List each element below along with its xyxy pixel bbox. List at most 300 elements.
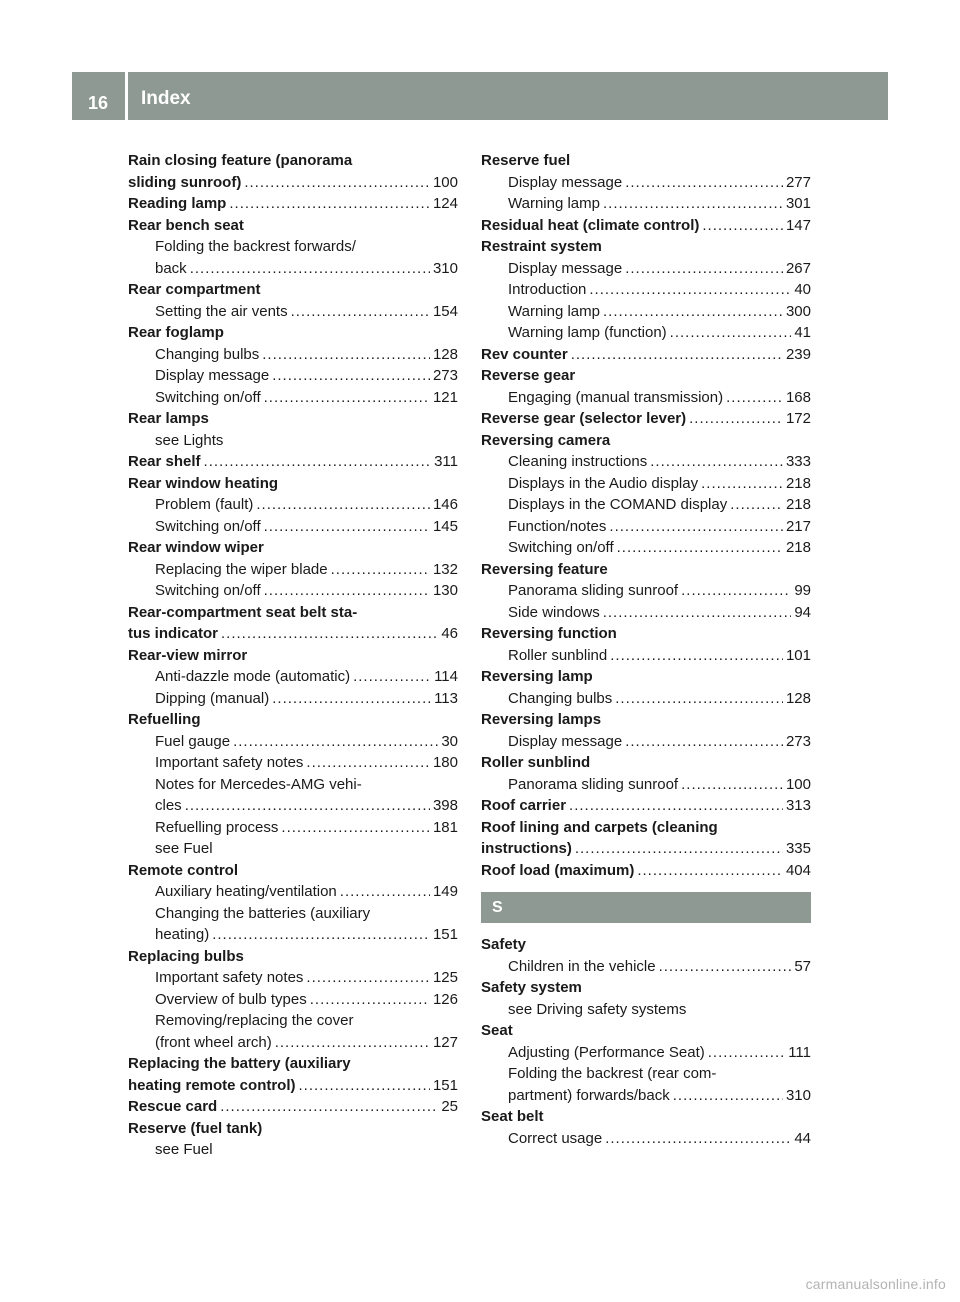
index-entry-page: 127	[432, 1033, 458, 1051]
index-entry-heading	[481, 999, 811, 1021]
index-entry-text: Function/notes	[508, 517, 607, 535]
index-entry	[481, 602, 811, 624]
index-entry-text: Important safety notes	[155, 754, 304, 771]
dot-leader	[625, 258, 783, 280]
dot-leader	[610, 645, 783, 667]
index-entry-page: 145	[432, 517, 458, 535]
index-entry-text: Displays in the COMAND display	[508, 496, 728, 513]
index-entry-text: Panorama sliding sunroof	[508, 775, 679, 793]
index-entry-heading	[128, 430, 458, 452]
dot-leader	[603, 301, 783, 323]
index-entry	[128, 365, 458, 387]
index-entry-text: Reversing function	[481, 625, 617, 642]
index-entry-page: 99	[794, 582, 811, 599]
index-entry-text: Remote control	[128, 861, 239, 879]
index-entry-page: 126	[432, 990, 458, 1008]
index-entry	[481, 1128, 811, 1150]
index-entry-heading	[128, 1010, 458, 1032]
index-entry-page: 114	[434, 668, 458, 685]
index-entry-text: see Fuel	[155, 840, 213, 857]
index-entry-page: 267	[785, 259, 811, 277]
dot-leader	[272, 688, 431, 710]
index-entry-text: Changing the batteries (auxiliary	[155, 904, 371, 922]
index-entry-text: Reading lamp	[128, 195, 227, 212]
index-entry	[128, 989, 458, 1011]
index-entry-heading	[128, 537, 458, 559]
index-entry	[481, 838, 811, 860]
index-entry-text: Adjusting (Performance Seat)	[508, 1043, 705, 1061]
index-entry	[481, 795, 811, 817]
index-entry-text: Rear window wiper	[128, 539, 264, 556]
index-entry-text: Residual heat (climate control)	[481, 216, 700, 234]
index-entry-text: cles	[155, 797, 182, 814]
index-entry-heading	[481, 817, 811, 839]
index-entry-text: sliding sunroof)	[128, 173, 242, 191]
index-entry-text: Introduction	[508, 281, 587, 298]
index-entry-page: 125	[432, 969, 458, 986]
dot-leader	[615, 688, 783, 710]
dot-leader	[185, 795, 430, 817]
index-entry-page: 181	[432, 818, 458, 836]
index-entry	[128, 451, 458, 473]
index-entry-page: 149	[432, 883, 458, 900]
index-entry	[481, 956, 811, 978]
index-entry-text: Important safety notes	[155, 969, 304, 986]
index-entry-text: Seat belt	[481, 1108, 544, 1125]
index-entry	[128, 666, 458, 688]
index-entry-heading	[481, 623, 811, 645]
index-entry-text: Switching on/off	[155, 517, 261, 535]
dot-leader	[190, 258, 430, 280]
index-entry-page: 310	[785, 1086, 811, 1104]
dot-leader	[299, 1075, 430, 1097]
index-entry-text: Dipping (manual)	[155, 689, 270, 707]
index-entry-page: 168	[785, 388, 811, 406]
index-entry-page: 147	[785, 216, 811, 234]
index-entry	[128, 1032, 458, 1054]
index-entry	[481, 645, 811, 667]
index-entry-text: Displays in the Audio display	[508, 474, 699, 492]
index-column-left	[128, 150, 458, 1161]
index-entry-text: Replacing bulbs	[128, 947, 244, 965]
index-entry-page: 277	[785, 173, 811, 191]
index-entry-page: 172	[785, 410, 811, 427]
index-entry-heading	[481, 1106, 811, 1128]
index-entry	[481, 580, 811, 602]
index-entry	[128, 559, 458, 581]
index-entry	[481, 172, 811, 194]
index-entry-page: 151	[432, 926, 458, 943]
index-entry-page: 310	[432, 259, 458, 277]
index-entry-text: Rain closing feature (panorama	[128, 152, 353, 169]
watermark: carmanualsonline.info	[805, 1276, 946, 1292]
index-entry-text: Reverse gear	[481, 367, 576, 384]
index-entry	[481, 1085, 811, 1107]
index-entry-page: 335	[785, 840, 811, 857]
index-entry-page: 132	[432, 560, 458, 578]
dot-leader	[569, 795, 783, 817]
index-list-s	[481, 934, 811, 1149]
index-entry-text: Display message	[508, 259, 623, 277]
index-entry-page: 41	[794, 324, 811, 341]
index-entry	[128, 344, 458, 366]
index-entry	[481, 215, 811, 237]
index-entry-page: 46	[441, 625, 458, 642]
dot-leader	[275, 1032, 430, 1054]
index-entry-text: Refuelling process	[155, 818, 279, 836]
index-entry-text: Reversing camera	[481, 431, 611, 449]
dot-leader	[625, 731, 783, 753]
index-entry-heading	[128, 279, 458, 301]
index-entry-heading	[481, 150, 811, 172]
index-entry-text: Fuel gauge	[155, 732, 231, 750]
index-entry-text: Display message	[508, 173, 623, 191]
index-entry-text: Display message	[155, 367, 270, 384]
index-entry	[481, 516, 811, 538]
index-entry-text: Roof load (maximum)	[481, 861, 635, 879]
index-entry-heading	[481, 236, 811, 258]
dot-leader	[670, 322, 792, 344]
index-list-r	[481, 150, 811, 881]
index-entry-heading	[128, 215, 458, 237]
index-entry-heading	[128, 1118, 458, 1140]
index-entry	[128, 1096, 458, 1118]
index-entry-page: 273	[785, 732, 811, 750]
index-entry-text: Replacing the battery (auxiliary	[128, 1055, 351, 1072]
index-entry-page: 128	[432, 345, 458, 363]
index-entry-text: Reversing lamps	[481, 711, 602, 728]
dot-leader	[272, 365, 430, 387]
index-entry-text: Rear bench seat	[128, 216, 244, 234]
dot-leader	[605, 1128, 791, 1150]
index-entry-text: back	[155, 259, 187, 277]
index-entry-text: Switching on/off	[508, 539, 614, 556]
index-entry-heading	[481, 365, 811, 387]
header-divider	[125, 72, 128, 120]
index-entry-text: Overview of bulb types	[155, 990, 307, 1008]
dot-leader	[262, 344, 430, 366]
index-entry	[128, 817, 458, 839]
index-entry	[481, 451, 811, 473]
dot-leader	[609, 516, 783, 538]
index-entry-text: instructions)	[481, 840, 572, 857]
index-entry-page: 404	[785, 861, 811, 879]
index-entry-text: Rescue card	[128, 1098, 218, 1115]
index-entry	[128, 387, 458, 409]
index-entry-page: 151	[432, 1076, 458, 1094]
index-entry	[128, 752, 458, 774]
index-entry-text: heating remote control)	[128, 1076, 296, 1094]
index-entry-heading	[128, 602, 458, 624]
index-entry-heading	[128, 774, 458, 796]
index-entry-text: Cleaning instructions	[508, 453, 648, 470]
index-entry	[481, 473, 811, 495]
index-entry-heading	[481, 709, 811, 731]
dot-leader	[650, 451, 783, 473]
index-entry-heading	[481, 977, 811, 999]
index-entry-text: Panorama sliding sunroof	[508, 582, 679, 599]
index-entry	[481, 322, 811, 344]
index-entry	[128, 580, 458, 602]
index-entry-page: 100	[432, 173, 458, 191]
dot-leader	[264, 516, 430, 538]
index-entry-text: Safety	[481, 936, 527, 953]
index-entry	[481, 731, 811, 753]
dot-leader	[589, 279, 791, 301]
dot-leader	[617, 537, 783, 559]
index-entry-text: Reversing feature	[481, 560, 608, 578]
index-entry	[128, 193, 458, 215]
index-entry-heading	[481, 934, 811, 956]
dot-leader	[702, 215, 783, 237]
index-entry-text: Roof lining and carpets (cleaning	[481, 818, 718, 836]
index-entry-page: 146	[432, 496, 458, 513]
index-entry	[128, 1075, 458, 1097]
dot-leader	[340, 881, 430, 903]
index-entry-page: 101	[785, 646, 811, 664]
index-entry-text: Changing bulbs	[155, 345, 260, 363]
dot-leader	[575, 838, 783, 860]
dot-leader	[571, 344, 783, 366]
index-entry-text: Notes for Mercedes-AMG vehi-	[155, 775, 362, 793]
index-entry-text: Correct usage	[508, 1129, 603, 1147]
index-entry-page: 94	[794, 603, 811, 621]
dot-leader	[331, 559, 430, 581]
index-entry-text: (front wheel arch)	[155, 1033, 272, 1051]
index-entry-text: Folding the backrest (rear com-	[508, 1065, 717, 1082]
dot-leader	[603, 193, 783, 215]
index-entry-text: Warning lamp	[508, 302, 600, 320]
index-entry	[128, 688, 458, 710]
index-entry-page: 30	[441, 732, 458, 750]
index-entry	[481, 193, 811, 215]
index-entry-page: 273	[432, 367, 458, 384]
index-entry-text: Rear compartment	[128, 281, 261, 298]
index-entry	[481, 537, 811, 559]
dot-leader	[730, 494, 783, 516]
index-entry-text: Auxiliary heating/ventilation	[155, 883, 337, 900]
index-entry-text: see Fuel	[155, 1141, 213, 1158]
index-entry-text: Refuelling	[128, 711, 201, 728]
index-entry-page: 100	[785, 775, 811, 793]
dot-leader	[221, 623, 438, 645]
dot-leader	[306, 967, 430, 989]
index-entry-heading	[128, 838, 458, 860]
index-entry-text: Reserve fuel	[481, 152, 571, 169]
index-entry-page: 398	[432, 797, 458, 814]
index-entry-page: 44	[794, 1129, 811, 1147]
index-entry	[128, 795, 458, 817]
index-entry-heading	[128, 709, 458, 731]
index-entry	[128, 516, 458, 538]
index-entry-text: Rear foglamp	[128, 324, 224, 341]
index-entry-heading	[481, 752, 811, 774]
index-entry-text: Display message	[508, 732, 623, 750]
index-entry	[481, 408, 811, 430]
dot-leader	[701, 473, 783, 495]
index-entry	[481, 301, 811, 323]
dot-leader	[233, 731, 438, 753]
index-entry	[128, 172, 458, 194]
index-entry-text: Rear lamps	[128, 410, 209, 427]
index-entry-text: Rear-compartment seat belt sta-	[128, 603, 358, 621]
index-entry-heading	[128, 645, 458, 667]
index-entry-text: Changing bulbs	[508, 689, 613, 707]
index-entry-text: Rev counter	[481, 345, 568, 363]
index-entry-page: 218	[785, 496, 811, 513]
dot-leader	[291, 301, 430, 323]
dot-leader	[708, 1042, 785, 1064]
index-entry-page: 333	[785, 453, 811, 470]
dot-leader	[637, 860, 783, 882]
dot-leader	[264, 387, 430, 409]
index-entry-text: Roller sunblind	[508, 646, 608, 664]
dot-leader	[204, 451, 432, 473]
index-entry-heading	[128, 473, 458, 495]
index-column-right	[481, 150, 811, 1149]
index-entry-heading	[128, 860, 458, 882]
index-entry-text: Setting the air vents	[155, 302, 288, 320]
index-entry-text: Seat	[481, 1022, 513, 1039]
dot-leader	[673, 1085, 783, 1107]
index-entry-text: Restraint system	[481, 238, 602, 255]
index-entry-page: 239	[785, 345, 811, 363]
index-entry-heading	[128, 903, 458, 925]
index-entry-text: Roof carrier	[481, 797, 567, 814]
index-entry	[481, 344, 811, 366]
index-entry-text: tus indicator	[128, 625, 219, 642]
index-entry-text: Reverse gear (selector lever)	[481, 410, 687, 427]
section-heading-s: S	[481, 892, 811, 923]
index-entry-text: Folding the backrest forwards/	[155, 238, 356, 255]
index-entry-page: 311	[434, 453, 458, 470]
index-entry-text: Reserve (fuel tank)	[128, 1119, 263, 1137]
index-entry	[481, 387, 811, 409]
index-entry-page: 154	[432, 302, 458, 320]
dot-leader	[256, 494, 430, 516]
index-entry-heading	[128, 1139, 458, 1161]
dot-leader	[281, 817, 430, 839]
dot-leader	[220, 1096, 438, 1118]
page-title: Index	[141, 88, 191, 109]
index-entry-heading	[128, 408, 458, 430]
index-entry	[128, 924, 458, 946]
index-entry	[481, 279, 811, 301]
dot-leader	[625, 172, 783, 194]
index-entry-text: Problem (fault)	[155, 496, 254, 513]
index-entry-page: 25	[441, 1098, 458, 1115]
dot-leader	[681, 774, 783, 796]
dot-leader	[689, 408, 783, 430]
index-entry	[128, 301, 458, 323]
dot-leader	[306, 752, 430, 774]
index-entry-heading	[128, 236, 458, 258]
index-entry-text: heating)	[155, 926, 210, 943]
index-entry-page: 124	[432, 195, 458, 212]
index-entry	[128, 258, 458, 280]
index-entry-page: 180	[432, 754, 458, 771]
index-entry	[481, 774, 811, 796]
index-entry-text: Roller sunblind	[481, 754, 591, 771]
dot-leader	[229, 193, 430, 215]
index-entry-text: Children in the vehicle	[508, 957, 656, 975]
index-entry	[481, 494, 811, 516]
index-entry	[128, 623, 458, 645]
index-entry-text: Switching on/off	[155, 388, 261, 406]
index-entry-text: Rear-view mirror	[128, 646, 248, 664]
index-entry-heading	[481, 430, 811, 452]
dot-leader	[726, 387, 783, 409]
index-entry-text: partment) forwards/back	[508, 1086, 670, 1104]
index-entry-page: 300	[785, 302, 811, 320]
index-entry-page: 218	[785, 539, 811, 556]
index-entry-page: 218	[785, 474, 811, 492]
index-entry-text: see Lights	[155, 431, 224, 449]
index-entry-page: 301	[785, 195, 811, 212]
index-entry	[481, 258, 811, 280]
index-entry	[128, 967, 458, 989]
dot-leader	[353, 666, 431, 688]
index-entry-page: 57	[794, 957, 811, 975]
index-entry-page: 111	[788, 1043, 811, 1061]
index-entry-heading	[481, 666, 811, 688]
dot-leader	[603, 602, 792, 624]
index-entry	[481, 1042, 811, 1064]
header-bar	[72, 72, 888, 120]
index-entry-heading	[128, 322, 458, 344]
index-entry-text: see Driving safety systems	[508, 1000, 687, 1018]
index-entry-heading	[481, 1020, 811, 1042]
dot-leader	[659, 956, 792, 978]
index-entry	[481, 860, 811, 882]
index-entry-heading	[128, 1053, 458, 1075]
index-entry-heading	[128, 946, 458, 968]
index-entry	[128, 731, 458, 753]
index-entry-text: Switching on/off	[155, 582, 261, 599]
index-entry-text: Warning lamp	[508, 195, 600, 212]
index-entry	[481, 688, 811, 710]
index-entry-text: Anti-dazzle mode (automatic)	[155, 668, 351, 685]
dot-leader	[264, 580, 430, 602]
dot-leader	[212, 924, 430, 946]
index-entry-text: Safety system	[481, 979, 582, 996]
index-entry-text: Removing/replacing the cover	[155, 1012, 354, 1029]
index-entry-page: 128	[785, 689, 811, 707]
index-entry-text: Engaging (manual transmission)	[508, 388, 724, 406]
index-entry-page: 121	[432, 388, 458, 406]
dot-leader	[244, 172, 430, 194]
index-entry-text: Rear window heating	[128, 474, 279, 492]
index-entry-text: Side windows	[508, 603, 600, 621]
page-number: 16	[87, 92, 109, 113]
index-entry-text: Reversing lamp	[481, 668, 593, 685]
dot-leader	[310, 989, 430, 1011]
index-entry-heading	[481, 559, 811, 581]
index-entry-heading	[128, 150, 458, 172]
index-entry-page: 113	[434, 689, 458, 707]
index-entry-text: Replacing the wiper blade	[155, 560, 328, 578]
index-entry-page: 40	[794, 281, 811, 298]
dot-leader	[681, 580, 791, 602]
index-entry	[128, 881, 458, 903]
index-entry-page: 313	[785, 797, 811, 814]
index-entry-text: Warning lamp (function)	[508, 324, 667, 341]
index-entry-text: Rear shelf	[128, 453, 201, 470]
index-entry	[128, 494, 458, 516]
index-entry-page: 217	[785, 517, 811, 535]
index-entry-page: 130	[432, 582, 458, 599]
index-entry-heading	[481, 1063, 811, 1085]
